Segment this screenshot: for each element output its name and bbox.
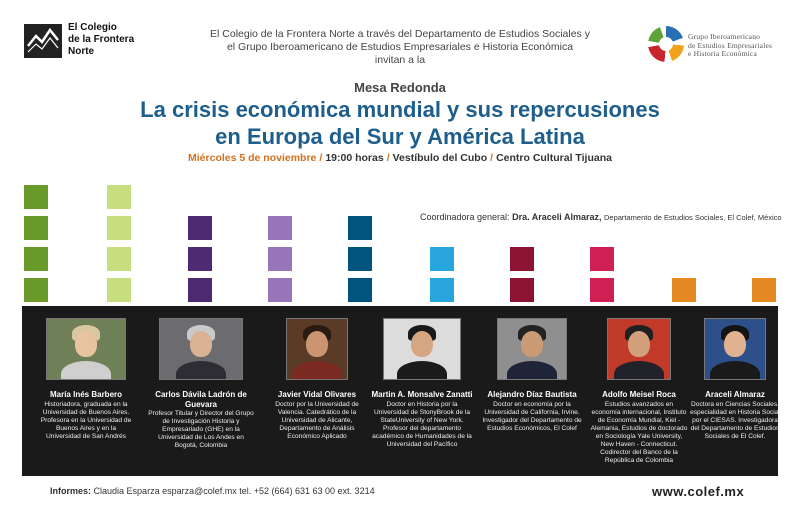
color-square	[510, 247, 534, 271]
photo-body	[397, 361, 447, 380]
intro-line: invitan a la	[374, 54, 426, 66]
speaker-bio: Doctor en Historia por la Universidad de StonyBrook de la StateUniversity of New York. Profesor del departamento académico de Humanidades de la Universidad del Pacífico	[372, 400, 472, 448]
color-square	[188, 216, 212, 240]
contact-label: Informes:	[50, 486, 92, 496]
photo-body	[614, 361, 664, 380]
color-square	[24, 247, 48, 271]
website-link[interactable]: www.colef.mx	[652, 484, 745, 499]
speaker-photo	[383, 318, 461, 380]
institution-name: El Colegio de la Frontera Norte	[68, 22, 135, 57]
color-square	[510, 278, 534, 302]
photo-body	[507, 361, 557, 380]
photo-face	[75, 331, 97, 357]
speaker-bio: Doctor por la Universidad de Valencia. Catedrático de la Universidad de Alicante, Departamento de Análisis Económico Aplicado	[275, 400, 359, 440]
color-square	[430, 247, 454, 271]
color-square	[268, 247, 292, 271]
partner-logo	[648, 26, 788, 66]
speaker-photo	[607, 318, 671, 380]
contact-info	[50, 486, 375, 496]
color-square	[348, 247, 372, 271]
color-square	[268, 278, 292, 302]
photo-face	[190, 331, 212, 357]
speaker-photo	[159, 318, 243, 380]
color-square	[188, 278, 212, 302]
photo-body	[710, 361, 760, 380]
event-type: Mesa Redonda	[354, 80, 446, 95]
partner-name: Grupo Iberoamericano de Estudios Empresariales e Historia Económica	[688, 32, 773, 59]
color-square	[24, 278, 48, 302]
color-square	[348, 278, 372, 302]
speaker-bio: Estudios avanzados en economía internacional, Instituto de Economía Mundial, Kiel - Alemania, Estudios de doctorado en Sociología Yale University, New Haven - Connecticut. Codirector del Banco de la República de Colombia	[590, 400, 688, 464]
color-square	[430, 278, 454, 302]
event-venue: Vestíbulo del Cubo	[392, 152, 488, 164]
photo-face	[724, 331, 746, 357]
photo-face	[628, 331, 650, 357]
speaker-bio: Historiadora, graduada en la Universidad de Buenos Aires. Profesora en la Universidad de Buenos Aires y en la Universidad de San Andrés	[40, 400, 132, 440]
event-title-line: La crisis económica mundial y sus repercusiones	[140, 97, 660, 122]
separator: /	[319, 152, 323, 164]
color-square	[107, 247, 131, 271]
speaker-card	[690, 318, 780, 441]
speaker-bio: Doctora en Ciencias Sociales, especialidad en Historia Social por el CIESAS. Investigadora del Departamento de Estudios Sociales de El Colef.	[690, 400, 780, 440]
photo-face	[306, 331, 328, 357]
speaker-name: Adolfo Meisel Roca	[602, 390, 676, 399]
speaker-card	[370, 318, 474, 449]
speaker-card	[40, 318, 132, 441]
color-square	[268, 216, 292, 240]
intro-text	[200, 28, 600, 67]
photo-face	[521, 331, 543, 357]
speaker-name: María Inés Barbero	[49, 390, 123, 399]
color-square	[590, 247, 614, 271]
color-square	[24, 185, 48, 209]
speaker-photo	[704, 318, 766, 380]
color-square	[348, 216, 372, 240]
color-square	[752, 278, 776, 302]
speaker-bio: Profesor Titular y Director del Grupo de Investigación Historia y Empresariado (GHE) en la Universidad de Los Andes en Bogotá, Colombia	[148, 410, 254, 449]
speaker-name: Martin A. Monsalve Zanatti	[371, 390, 473, 399]
speaker-card	[146, 318, 256, 450]
color-square	[107, 278, 131, 302]
speakers-panel	[22, 306, 778, 476]
mountain-logo-icon	[24, 24, 62, 58]
event-place: Centro Cultural Tijuana	[496, 152, 612, 164]
event-time: 19:00 horas	[325, 152, 384, 164]
coordinator-line	[420, 212, 782, 222]
speaker-name: Araceli Almaraz	[705, 390, 765, 399]
coordinator-affiliation: Departamento de Estudios Sociales, El Colef, México	[603, 213, 782, 222]
speaker-card	[590, 318, 688, 465]
separator: /	[490, 152, 494, 164]
speaker-photo	[286, 318, 348, 380]
color-square	[107, 185, 131, 209]
color-square	[590, 278, 614, 302]
speaker-card	[266, 318, 368, 441]
coordinator-label: Coordinadora general:	[420, 212, 510, 222]
coordinator-name: Dra. Araceli Almaraz,	[512, 212, 602, 222]
speaker-name: Alejandro Díaz Bautista	[487, 390, 577, 399]
color-square	[672, 278, 696, 302]
speaker-name: Carlos Dávila Ladrón de Guevara	[155, 390, 247, 409]
speaker-name: Javier Vidal Olivares	[277, 390, 357, 399]
event-date: Miércoles 5 de noviembre	[188, 152, 317, 164]
photo-body	[61, 361, 111, 380]
photo-body	[176, 361, 226, 380]
speaker-card	[482, 318, 582, 433]
intro-line: El Colegio de la Frontera Norte a través del Departamento de Estudios Sociales y	[210, 28, 590, 40]
photo-face	[411, 331, 433, 357]
contact-text: Claudia Esparza esparza@colef.mx tel. +52 (664) 631 63 00 ext. 3214	[93, 486, 375, 496]
partner-emblem-icon	[648, 26, 684, 62]
speaker-photo	[497, 318, 567, 380]
color-square	[24, 216, 48, 240]
color-square	[188, 247, 212, 271]
color-square	[107, 216, 131, 240]
speaker-bio: Doctor en economía por la Universidad de California, Irvine. Investigador del Departamento de Estudios Económicos, El Colef	[482, 400, 582, 432]
speaker-photo	[46, 318, 126, 380]
colef-logo	[24, 22, 154, 64]
photo-body	[292, 361, 342, 380]
event-title-line: en Europa del Sur y América Latina	[215, 124, 585, 149]
intro-line: el Grupo Iberoamericano de Estudios Empresariales e Historia Económica	[226, 41, 574, 53]
event-details	[0, 152, 800, 164]
event-title	[100, 96, 700, 150]
separator: /	[386, 152, 390, 164]
